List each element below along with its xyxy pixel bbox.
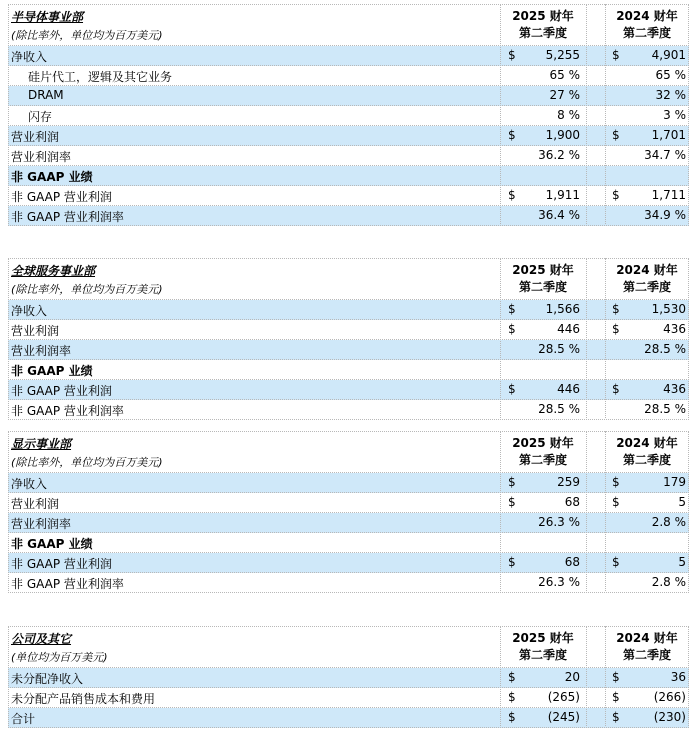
value-fy2024-q2: 4,901 xyxy=(651,48,686,62)
row-label: 营业利润率 xyxy=(11,344,72,358)
period-header-fy2025-q2: 2025 财年 第二季度 xyxy=(512,263,574,294)
period-header-fy2025-q2: 2025 财年 第二季度 xyxy=(512,436,574,467)
column-divider xyxy=(500,626,501,726)
value-fy2025-q2: (265) xyxy=(547,690,580,704)
period-header-fy2025-q2: 2025 财年 第二季度 xyxy=(512,631,574,662)
value-fy2025-q2: 36.4 % xyxy=(538,208,580,222)
column-divider xyxy=(586,626,587,726)
value-fy2025-q2: 20 xyxy=(564,670,580,684)
value-fy2024-q2: 34.7 % xyxy=(644,148,686,162)
period-header-fy2024-q2: 2024 财年 第二季度 xyxy=(616,9,678,40)
row-label: 非 GAAP 营业利润率 xyxy=(11,577,124,591)
section-subtitle: (除比率外，单位均为百万美元) xyxy=(11,29,163,42)
currency-symbol: $ xyxy=(612,690,620,704)
currency-symbol: $ xyxy=(508,475,516,489)
value-fy2025-q2: 28.5 % xyxy=(538,342,580,356)
row-label: 未分配净收入 xyxy=(11,672,84,686)
row-label: 硅片代工，逻辑及其它业务 xyxy=(28,70,173,84)
row-label: 净收入 xyxy=(11,477,48,491)
currency-symbol: $ xyxy=(612,188,620,202)
currency-symbol: $ xyxy=(508,302,516,316)
column-divider xyxy=(688,431,689,591)
section-title: 半导体事业部 xyxy=(11,10,84,24)
value-fy2025-q2: (245) xyxy=(547,710,580,724)
currency-symbol: $ xyxy=(508,670,516,684)
section-title: 显示事业部 xyxy=(11,437,72,451)
row-label: DRAM xyxy=(28,88,64,102)
value-fy2024-q2: (266) xyxy=(653,690,686,704)
section-subtitle: (除比率外，单位均为百万美元) xyxy=(11,283,163,296)
row-label: 非 GAAP 营业利润 xyxy=(11,557,112,571)
row-label: 非 GAAP 业绩 xyxy=(11,537,93,551)
currency-symbol: $ xyxy=(508,188,516,202)
value-fy2024-q2: 1,701 xyxy=(651,128,686,142)
value-fy2024-q2: 28.5 % xyxy=(644,342,686,356)
column-divider xyxy=(605,626,606,726)
value-fy2025-q2: 26.3 % xyxy=(538,575,580,589)
column-divider xyxy=(605,431,606,591)
row-label: 闪存 xyxy=(28,110,53,124)
currency-symbol: $ xyxy=(612,495,620,509)
section-title: 公司及其它 xyxy=(11,632,72,646)
global-services-section xyxy=(8,258,689,418)
section-title: 全球服务事业部 xyxy=(11,264,96,278)
semiconductor-section xyxy=(8,4,689,224)
value-fy2025-q2: 36.2 % xyxy=(538,148,580,162)
value-fy2024-q2: 179 xyxy=(663,475,686,489)
currency-symbol: $ xyxy=(612,710,620,724)
currency-symbol: $ xyxy=(612,670,620,684)
currency-symbol: $ xyxy=(508,495,516,509)
period-header-fy2024-q2: 2024 财年 第二季度 xyxy=(616,631,678,662)
row-label: 营业利润 xyxy=(11,130,60,144)
value-fy2024-q2: 436 xyxy=(663,322,686,336)
row-label: 非 GAAP 业绩 xyxy=(11,170,93,184)
value-fy2025-q2: 1,566 xyxy=(545,302,580,316)
period-header-fy2024-q2: 2024 财年 第二季度 xyxy=(616,436,678,467)
value-fy2025-q2: 68 xyxy=(564,495,580,509)
column-divider xyxy=(8,626,9,726)
currency-symbol: $ xyxy=(508,322,516,336)
value-fy2024-q2: (230) xyxy=(653,710,686,724)
value-fy2025-q2: 26.3 % xyxy=(538,515,580,529)
section-subtitle: (单位均为百万美元) xyxy=(11,651,108,664)
value-fy2025-q2: 28.5 % xyxy=(538,402,580,416)
row-label: 非 GAAP 营业利润 xyxy=(11,190,112,204)
currency-symbol: $ xyxy=(612,555,620,569)
value-fy2025-q2: 27 % xyxy=(549,88,580,102)
value-fy2024-q2: 65 % xyxy=(655,68,686,82)
column-divider xyxy=(500,4,501,224)
currency-symbol: $ xyxy=(612,302,620,316)
row-label: 未分配产品销售成本和费用 xyxy=(11,692,156,706)
column-divider xyxy=(500,431,501,591)
column-divider xyxy=(500,258,501,418)
value-fy2025-q2: 259 xyxy=(557,475,580,489)
column-divider xyxy=(586,4,587,224)
value-fy2025-q2: 446 xyxy=(557,382,580,396)
value-fy2024-q2: 436 xyxy=(663,382,686,396)
column-divider xyxy=(688,258,689,418)
column-divider xyxy=(605,4,606,224)
currency-symbol: $ xyxy=(508,128,516,142)
value-fy2024-q2: 34.9 % xyxy=(644,208,686,222)
corporate-other-section xyxy=(8,626,689,726)
row-label: 营业利润率 xyxy=(11,150,72,164)
column-divider xyxy=(8,431,9,591)
row-label: 营业利润 xyxy=(11,497,60,511)
value-fy2025-q2: 446 xyxy=(557,322,580,336)
value-fy2024-q2: 36 xyxy=(670,670,686,684)
column-divider xyxy=(688,626,689,726)
value-fy2024-q2: 5 xyxy=(678,495,686,509)
section-subtitle: (除比率外，单位均为百万美元) xyxy=(11,456,163,469)
value-fy2025-q2: 1,900 xyxy=(545,128,580,142)
value-fy2025-q2: 1,911 xyxy=(545,188,580,202)
row-label: 非 GAAP 营业利润率 xyxy=(11,210,124,224)
row-label: 营业利润 xyxy=(11,324,60,338)
value-fy2024-q2: 5 xyxy=(678,555,686,569)
row-label: 营业利润率 xyxy=(11,517,72,531)
column-divider xyxy=(586,431,587,591)
value-fy2025-q2: 68 xyxy=(564,555,580,569)
row-label: 非 GAAP 营业利润 xyxy=(11,384,112,398)
column-divider xyxy=(688,4,689,224)
column-divider xyxy=(8,4,9,224)
currency-symbol: $ xyxy=(508,710,516,724)
currency-symbol: $ xyxy=(612,48,620,62)
currency-symbol: $ xyxy=(508,690,516,704)
value-fy2024-q2: 32 % xyxy=(655,88,686,102)
value-fy2024-q2: 28.5 % xyxy=(644,402,686,416)
column-divider xyxy=(586,258,587,418)
currency-symbol: $ xyxy=(508,382,516,396)
row-label: 非 GAAP 业绩 xyxy=(11,364,93,378)
period-header-fy2024-q2: 2024 财年 第二季度 xyxy=(616,263,678,294)
currency-symbol: $ xyxy=(612,128,620,142)
currency-symbol: $ xyxy=(612,382,620,396)
value-fy2025-q2: 5,255 xyxy=(545,48,580,62)
row-label: 非 GAAP 营业利润率 xyxy=(11,404,124,418)
display-section xyxy=(8,431,689,591)
column-divider xyxy=(605,258,606,418)
value-fy2025-q2: 65 % xyxy=(549,68,580,82)
row-label: 净收入 xyxy=(11,50,48,64)
value-fy2024-q2: 2.8 % xyxy=(651,575,686,589)
currency-symbol: $ xyxy=(508,555,516,569)
period-header-fy2025-q2: 2025 财年 第二季度 xyxy=(512,9,574,40)
row-label: 合计 xyxy=(11,712,36,726)
column-divider xyxy=(8,258,9,418)
currency-symbol: $ xyxy=(612,322,620,336)
currency-symbol: $ xyxy=(612,475,620,489)
value-fy2024-q2: 1,530 xyxy=(651,302,686,316)
value-fy2024-q2: 1,711 xyxy=(651,188,686,202)
row-label: 净收入 xyxy=(11,304,48,318)
value-fy2024-q2: 2.8 % xyxy=(651,515,686,529)
value-fy2024-q2: 3 % xyxy=(663,108,686,122)
currency-symbol: $ xyxy=(508,48,516,62)
value-fy2025-q2: 8 % xyxy=(557,108,580,122)
